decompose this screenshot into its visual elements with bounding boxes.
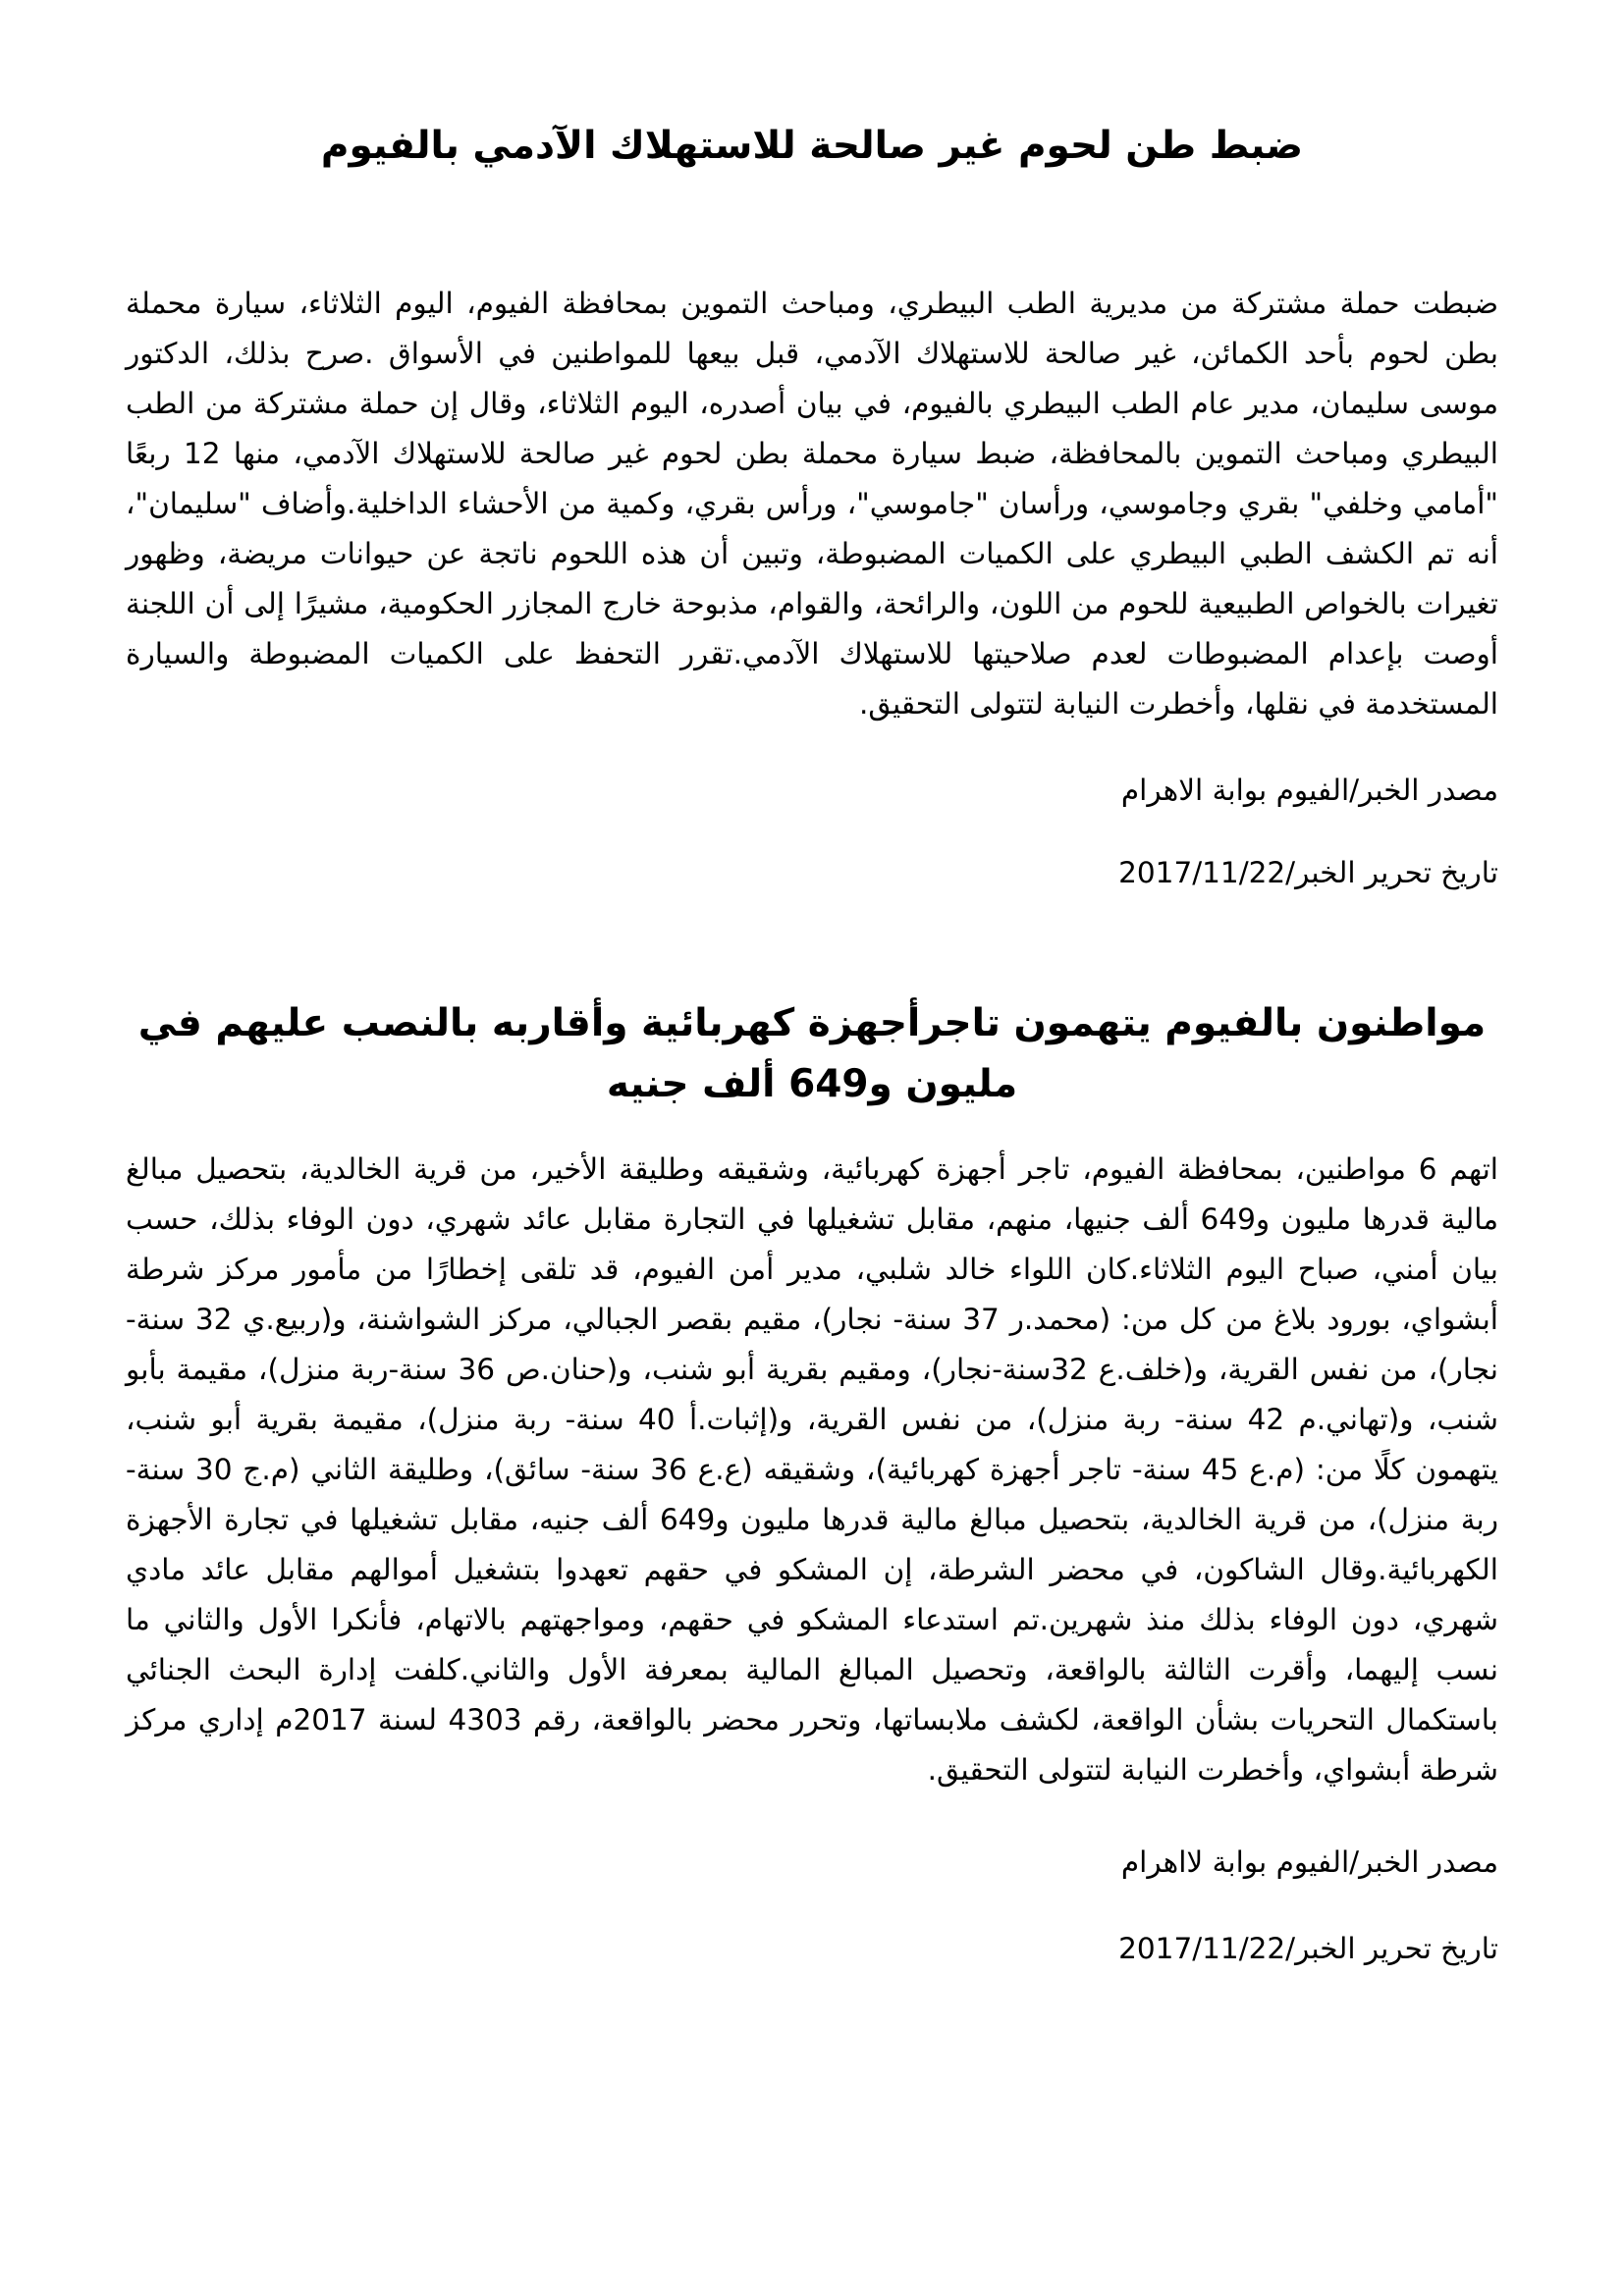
article-body: اتهم 6 مواطنين، بمحافظة الفيوم، تاجر أجهزة كهربائية، وشقيقه وطليقة الأخير، من قرية الخالدية، بتحصيل مبالغ مالية قدرها مليون و649 ألف جنيها، منهم، مقابل تشغيلها في التجارة مقابل عائد شهري، دون الوفاء بذلك، حسب بيان أمني، صباح اليوم الثلاثاء.كان اللواء خالد شلبي، مدير أمن الفيوم، قد تلقى إخطارًا من مأمور مركز شرطة أبشواي، بورود بلاغ من كل من: (محمد.ر 37 سنة- نجار)، مقيم بقصر الجبالي، مركز الشواشنة، و(ربيع.ي 32 سنة- نجار)، من نفس القرية، و(خلف.ع 32سنة-نجار)، ومقيم بقرية أبو شنب، و(حنان.ص 36 سنة-ربة منزل)، مقيمة بأبو شنب، و(تهاني.م 42 سنة- ربة منزل)، من نفس القرية، و(إثبات.أ 40 سنة- ربة منزل)، مقيمة بقرية أبو شنب، يتهمون كلًا من: (م.ع 45 سنة- تاجر أجهزة كهربائية)، وشقيقه (ع.ع 36 سنة- سائق)، وطليقة الثاني (م.ج 30 سنة- ربة منزل)، من قرية الخالدية، بتحصيل مبالغ مالية قدرها مليون و649 ألف جنيه، مقابل تشغيلها في تجارة الأجهزة الكهربائية.وقال الشاكون، في محضر الشرطة، إن المشكو في حقهم تعهدوا بتشغيل أموالهم مقابل عائد مادي شهري، دون الوفاء بذلك منذ شهرين.تم استدعاء المشكو في حقهم، ومواجهتهم بالاتهام، فأنكرا الأول والثاني ما نسب إليهما، وأقرت الثالثة بالواقعة، وتحصيل المبالغ المالية بمعرفة الأول والثاني.كلفت إدارة البحث الجنائي باستكمال التحريات بشأن الواقعة، لكشف ملابساتها، وتحرر محضر بالواقعة، رقم 4303 لسنة 2017م إداري مركز شرطة أبشواي، وأخطرت النيابة لتتولى التحقيق. (126, 1152, 1499, 1787)
article-source: مصدر الخبر/الفيوم بوابة الاهرام (1120, 774, 1498, 807)
article-source: مصدر الخبر/الفيوم بوابة لااهرام (1120, 1845, 1498, 1879)
article-date: تاريخ تحرير الخبر/2017/11/22 (1118, 856, 1498, 889)
article-title: مواطنون بالفيوم يتهمون تاجرأجهزة كهربائية وأقاربه بالنصب عليهم في مليون و649 ألف جنيه (137, 1001, 1487, 1106)
news-article-1 (126, 116, 1498, 892)
article-title: ضبط طن لحوم غير صالحة للاستهلاك الآدمي بالفيوم (320, 124, 1304, 168)
news-article-2 (126, 993, 1498, 1968)
article-date: تاريخ تحرير الخبر/2017/11/22 (1118, 1932, 1498, 1965)
article-body: ضبطت حملة مشتركة من مديرية الطب البيطري، ومباحث التموين بمحافظة الفيوم، اليوم الثلاثاء، سيارة محملة بطن لحوم بأحد الكمائن، غير صالحة للاستهلاك الآدمي، قبل بيعها للمواطنين في الأسواق .صرح بذلك، الدكتور موسى سليمان، مدير عام الطب البيطري بالفيوم، في بيان أصدره، اليوم الثلاثاء، وقال إن حملة مشتركة من الطب البيطري ومباحث التموين بالمحافظة، ضبط سيارة محملة بطن لحوم غير صالحة للاستهلاك الآدمي، منها 12 ربعًا "أمامي وخلفي" بقري وجاموسي، ورأسان "جاموسي"، ورأس بقري، وكمية من الأحشاء الداخلية.وأضاف "سليمان"، أنه تم الكشف الطبي البيطري على الكميات المضبوطة، وتبين أن هذه اللحوم ناتجة عن حيوانات مريضة، وظهور تغيرات بالخواص الطبيعية للحوم من اللون، والرائحة، والقوام، مذبوحة خارج المجازر الحكومية، مشيرًا إلى أن اللجنة أوصت بإعدام المضبوطات لعدم صلاحيتها للاستهلاك الآدمي.تقرر التحفظ على الكميات المضبوطة والسيارة المستخدمة في نقلها، وأخطرت النيابة لتتولى التحقيق. (126, 287, 1498, 721)
